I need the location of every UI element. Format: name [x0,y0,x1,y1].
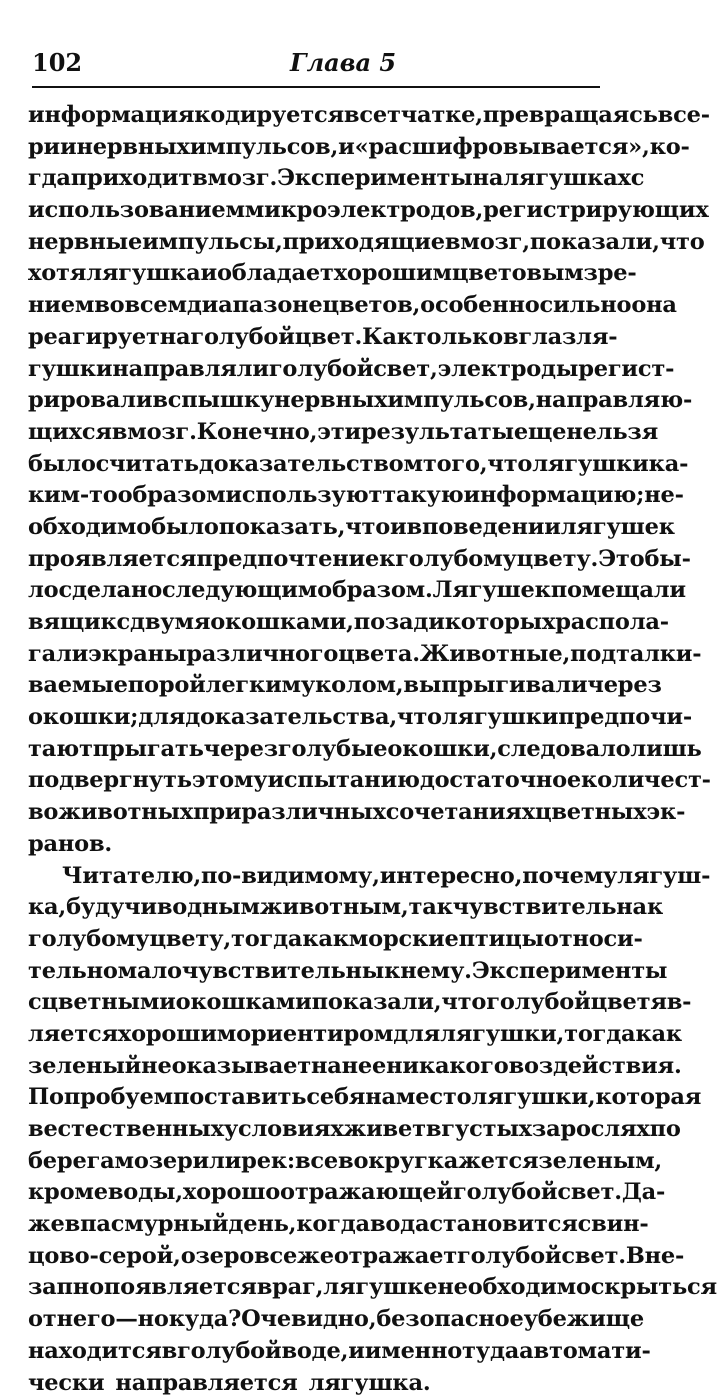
text-line: тельно мало чувствительны к нему. Эксперименты [28,956,604,988]
text-line: в естественных условиях живет в густых зарослях по [28,1114,604,1146]
text-line: гушки направляли голубой свет, электроды регист- [28,354,604,386]
running-head [32,48,602,78]
text-line: рировали вспышку нервных импульсов, направляю- [28,385,604,417]
text-line: хотя лягушка и обладает хорошим цветовым зре- [28,258,604,290]
text-line: запно появляется враг, лягушке необходимо скрыться [28,1272,604,1304]
text-line: нервные импульсы, приходящие в мозг, показали, что [28,227,604,259]
text-line: находится в голубой воде, и именно туда автомати- [28,1336,604,1368]
chapter-title: Глава 5 [290,48,396,77]
text-line: от него — но куда? Очевидно, безопасное убежище [28,1304,604,1336]
text-line: же в пасмурный день, когда вода становится свин- [28,1209,604,1241]
page-number: 102 [32,48,82,77]
text-line: цово-серой, озеро все же отражает голубой свет. Вне- [28,1241,604,1273]
text-line: в ящик с двумя окошками, позади которых распола- [28,607,604,639]
text-line: тают прыгать через голубые окошки, следовало лишь [28,734,604,766]
text-line: голубому цвету, тогда как морские птицы относи- [28,924,604,956]
text-line: с цветными окошками показали, что голубой цвет яв- [28,987,604,1019]
body-text [28,100,604,1399]
text-line: использованием микроэлектродов, регистрирующих [28,195,604,227]
text-line: ранов. [28,829,604,861]
text-line: реагирует на голубой цвет. Как только в глаз ля- [28,322,604,354]
text-line: кроме воды, хорошо отражающей голубой свет. Да- [28,1177,604,1209]
header-rule [32,86,600,88]
text-line: гали экраны различного цвета. Животные, подталки- [28,639,604,671]
text-line: ка, будучи водным животным, так чувствительна к [28,892,604,924]
text-line: рии нервных импульсов, и «расшифровывается», ко- [28,132,604,164]
text-line: подвергнуть этому испытанию достаточное количест- [28,765,604,797]
text-line: Попробуем поставить себя на место лягушки, которая [28,1082,604,1114]
text-line: ваемые порой легким уколом, выпрыгивали через [28,670,604,702]
text-line: берегам озер или рек: все вокруг кажется зеленым, [28,1146,604,1178]
text-line: информация кодируется в сетчатке, превращаясь в се- [28,100,604,132]
text-line: было считать доказательством того, что лягушки ка- [28,449,604,481]
text-line: обходимо было показать, что и в поведении лягушек [28,512,604,544]
text-line: чески направляется лягушка. [28,1368,604,1399]
text-line: во животных при различных сочетаниях цветных эк- [28,797,604,829]
text-line: окошки; для доказательства, что лягушки предпочи- [28,702,604,734]
text-line: гда приходит в мозг. Эксперименты на лягушках с [28,163,604,195]
text-line: ляется хорошим ориентиром для лягушки, тогда как [28,1019,604,1051]
text-line: щихся в мозг. Конечно, эти результаты еще нельзя [28,417,604,449]
text-line: проявляется предпочтение к голубому цвету. Это бы- [28,544,604,576]
text-line: ким-то образом используют такую информацию; не- [28,480,604,512]
text-line: зеленый не оказывает на нее никакого воздействия. [28,1051,604,1083]
text-line: Читателю, по-видимому, интересно, почему лягуш- [28,861,604,893]
text-line: нием во всем диапазоне цветов, особенно сильно она [28,290,604,322]
text-line: ло сделано следующим образом. Лягушек помещали [28,575,604,607]
